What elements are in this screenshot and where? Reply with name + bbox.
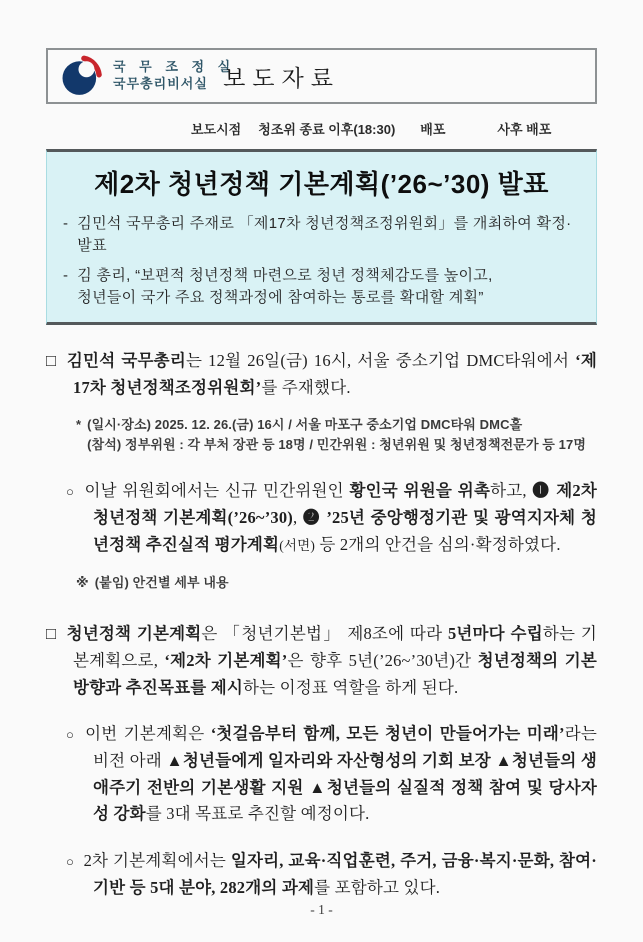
dash-marker: - xyxy=(63,215,69,232)
title-subpoint xyxy=(63,213,582,258)
release-time-value: 청조위 종료 이후(18:30) xyxy=(258,122,396,137)
square-bullet-marker: □ xyxy=(46,351,58,370)
header-box xyxy=(46,48,597,104)
title-subpoint-text: 김민석 국무총리 주재로 「제17차 청년정책조정위원회」를 개최하여 확정·발표 xyxy=(77,215,572,254)
footnote-text: (일시·장소) 2025. 12. 26.(금) 16시 / 서울 마포구 중소기업 DMC타워 DMC홀 (참석) 정부위원 : 각 부처 장관 등 18명 / 민간위원 : 청년위원 및 청년정책전문가 등 17명 xyxy=(87,417,586,452)
body-paragraph xyxy=(46,348,597,401)
distribution-label: 배포 xyxy=(420,122,446,137)
page-number: - 1 - xyxy=(310,902,333,917)
footnote xyxy=(76,573,597,593)
dash-marker: - xyxy=(63,266,69,284)
paragraph-text: 청년정책 기본계획은 「청년기본법」 제8조에 따라 5년마다 수립하는 기본계획으로, ‘제2차 기본계획’은 향후 5년(’26~’30년)간 청년정책의 기본방향과 추진목표를 제시하는 이정표 역할을 하게 된다. xyxy=(66,624,597,697)
paragraph-text: 김민석 국무총리는 12월 26일(금) 16시, 서울 중소기업 DMC타워에서 ‘제17차 청년정책조정위원회’를 주재했다. xyxy=(66,351,597,397)
release-time-label: 보도시점 xyxy=(191,122,242,137)
paragraph-text: 이번 기본계획은 ‘첫걸음부터 함께, 모든 청년이 만들어가는 미래’라는 비전 아래 ▲청년들에게 일자리와 자산형성의 기회 보장 ▲청년들의 생애주기 전반의 기본생활 지원 ▲청년들의 실질적 정책 참여 및 당사자성 강화를 3대 목표로 추진할 예정이다. xyxy=(85,724,597,824)
reference-marker: ※ xyxy=(76,574,89,590)
title-box xyxy=(46,149,597,325)
footnote-text: (붙임) 안건별 세부 내용 xyxy=(94,574,229,590)
doc-type-title: 보도자료 xyxy=(223,65,340,91)
paragraph-text: 이날 위원회에서는 신규 민간위원인 황인국 위원을 위촉하고, ❶ 제2차 청년정책 기본계획(’26~’30), ❷ ’25년 중앙행정기관 및 광역지자체 청년정책 추진실적 평가계획(서면) 등 2개의 안건을 심의·확정하였다. xyxy=(84,481,597,554)
body-paragraph xyxy=(46,621,597,701)
page-title: 제2차 청년정책 기본계획(’26~’30) 발표 xyxy=(94,169,549,199)
distribution-value: 사후 배포 xyxy=(497,122,552,137)
body-paragraph xyxy=(66,848,597,901)
paragraph-text: 2차 기본계획에서는 일자리, 교육·직업훈련, 주거, 금융·복지·문화, 참여·기반 등 5대 분야, 282개의 과제를 포함하고 있다. xyxy=(83,851,597,897)
body-paragraph xyxy=(66,478,597,558)
circle-bullet-marker: ○ xyxy=(66,727,77,743)
org-name-line1: 국 무 조 정 실 xyxy=(113,59,236,75)
asterisk-marker: * xyxy=(76,417,82,433)
circle-bullet-marker: ○ xyxy=(66,484,76,500)
title-subpoint-text: 김 총리, “보편적 청년정책 마련으로 청년 정책체감도를 높이고, 청년들이 국가 주요 정책과정에 참여하는 통로를 확대할 계획” xyxy=(77,266,493,307)
document-body xyxy=(46,348,597,902)
circle-bullet-marker: ○ xyxy=(66,854,75,870)
org-name-line2: 국무총리비서실 xyxy=(113,76,208,91)
release-info-row xyxy=(191,119,597,138)
body-paragraph xyxy=(66,721,597,828)
footnote xyxy=(76,415,597,454)
title-subpoint xyxy=(63,265,582,311)
square-bullet-marker: □ xyxy=(46,624,58,644)
